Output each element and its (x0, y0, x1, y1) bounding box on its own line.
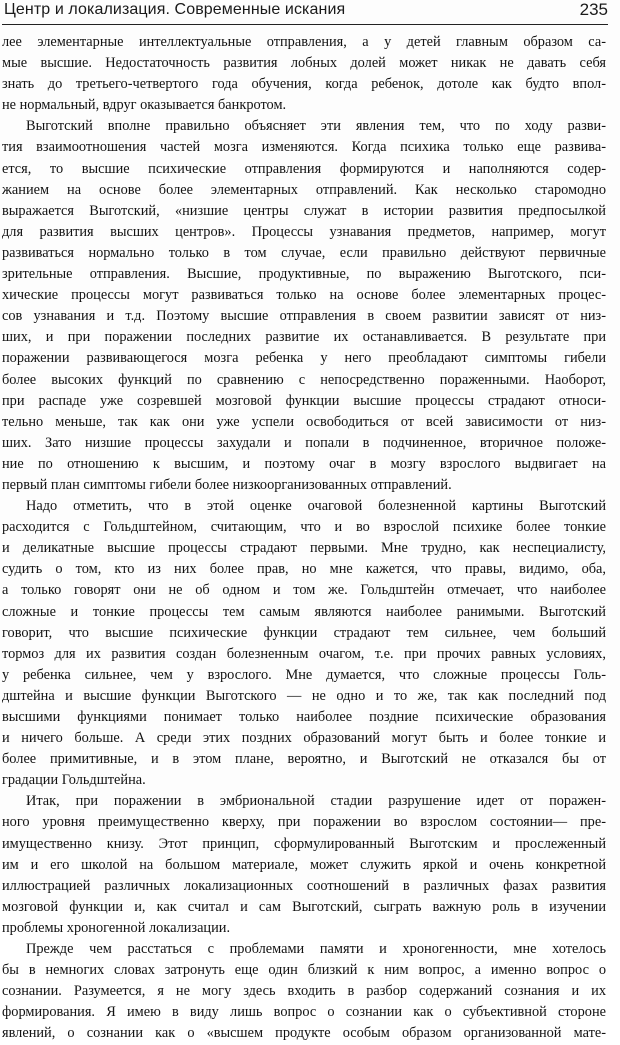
header-rule (2, 24, 608, 25)
text-line: ется, то высшие психические отправления формируются и наполняются содер- (2, 160, 606, 177)
text-line: сложные и тонкие процессы тем самым являются наиболее ранимыми. Выготский (2, 603, 606, 620)
text-line: хические процессы могут развиваться только на основе более элементарных процес- (2, 287, 606, 304)
paragraph (2, 496, 606, 791)
text-line: высшими функциями понимает только наиболее поздние психические образования (2, 709, 606, 725)
text-line: сознании. Разумеется, я не могу здесь входить в разбор содержаний сознания и их (2, 983, 606, 1000)
text-line: зрительные отправления. Высшие, продуктивные, по выражению Выготского, пси- (2, 266, 606, 283)
text-line: Итак, при поражении в эмбриональной стадии разрушение идет от поражен- (26, 793, 606, 810)
text-line: развиваться нормально только в том случае, если правильно действуют первичные (2, 244, 606, 261)
text-line: дштейна и высшие функции Выготского — не одно и то же, так как последний под (2, 687, 606, 704)
text-line: для развития высших центров». Процессы узнавания предметов, например, могут (2, 223, 606, 240)
text-line: Надо отметить, что в этой оценке очаговой болезненной картины Выготский (26, 498, 606, 515)
text-line: ние по отношению к высшим, и поэтому очаг в мозгу взрослого выдвигает на (2, 455, 606, 472)
text-line: жанием на основе более элементарных отправлений. Как несколько старомодно (2, 181, 606, 198)
text-line: тельно меньше, так как они уже успели освободиться от всей зависимости от низ- (2, 413, 606, 430)
text-line: поражении развивающегося мозга ребенка у него преобладают симптомы гибели (2, 350, 606, 367)
text-line: формирования. Я имею в виду лишь вопрос о сознании как о субъективной стороне (2, 1004, 606, 1021)
text-line: первый план симптомы гибели более низкоорганизованных отправлений. (2, 476, 452, 493)
text-line: бы в немногих словах затронуть еще один близкий к ним вопрос, а именно вопрос о (2, 962, 606, 979)
text-line: а только говорят они не об одном и том же. Гольдштейн отмечает, что наиболее (2, 582, 606, 599)
text-line: имущественно книзу. Этот принцип, сформулированный Выготским и прослеженный (2, 835, 606, 852)
text-line: более высоких функций по сравнению с непосредственно пораженными. Наоборот, (2, 371, 606, 388)
text-line: тормоз для их развития создан болезненным очагом, т.е. при прочих равных условиях, (2, 645, 606, 662)
text-line: у ребенка сильнее, чем у взрослого. Мне думается, что сложные процессы Голь- (2, 666, 606, 683)
text-line: Выготский вполне правильно объясняет эти явления тем, что по ходу разви- (26, 118, 606, 135)
text-line: ного уровня преимущественно кверху, при поражении во взрослом состоянии— пре- (2, 814, 606, 831)
text-line: лее элементарные интеллектуальные отправления, а у детей главным образом са- (2, 34, 606, 50)
paragraph (2, 116, 606, 496)
paragraph (2, 939, 606, 1044)
running-head: Центр и локализация. Современные искания (4, 1, 346, 18)
text-line: ших. Зато низшие процессы захудали и попали в подчиненное, вторичное положе- (2, 434, 606, 451)
body-text (2, 32, 606, 1045)
text-line: и деликатные высшие процессы страдают первыми. Мне трудно, как неспециалисту, (2, 540, 606, 557)
text-line: явлений, о сознании как о «высшем продукте особым образом организованной мате- (2, 1025, 606, 1042)
text-line: проблемы хроногенной локализации. (2, 919, 231, 936)
text-line: мые высшие. Недостаточность развития лобных долей может никак не давать себя (2, 55, 606, 72)
text-line: при распаде уже созревшей мозговой функции высшие процессы страдают относи- (2, 392, 606, 409)
text-line: им и его школой на большом материале, может служить яркой и очень конкретной (2, 856, 606, 873)
text-line: выражается Выготский, «низшие центры служат в истории развития предпосылкой (2, 202, 606, 219)
page-header (0, 0, 620, 26)
paragraph (2, 791, 606, 939)
text-line: не нормальный, вдруг оказывается банкротом. (2, 97, 287, 114)
text-line: судить о том, кто из них более прав, но мне кажется, что правы, видимо, оба, (2, 561, 606, 578)
text-line: расходится с Гольдштейном, считающим, что и во взрослой психике более тонкие (2, 519, 606, 536)
text-line: более примитивные, и в этом плане, вероятно, и Выготский не отказался бы от (2, 751, 606, 768)
text-line: Прежде чем расстаться с проблемами памяти и хроногенности, мне хотелось (26, 941, 606, 958)
paragraph (2, 32, 606, 116)
text-line: градации Гольдштейна. (2, 772, 146, 789)
text-line: иллюстрацией различных локализационных соотношений в различных фазах развития (2, 877, 606, 894)
text-line: знать до третьего-четвертого года обучения, когда ребенок, дотоле как будто впол- (2, 76, 606, 93)
text-line: тия взаимоотношения частей мозга изменяются. Когда психика только еще развива- (2, 139, 606, 156)
text-line: и ничего больше. А среди этих поздних образований могут быть и более тонкие и (2, 730, 606, 747)
page-number: 235 (579, 0, 608, 19)
text-line: сов узнавания и т.д. Поэтому высшие отправления в своем развитии зависят от низ- (2, 308, 606, 325)
text-line: мозговой функции и, как считал и сам Выготский, сыграть важную роль в изучении (2, 898, 606, 915)
text-line: ших, и при поражении последних развитие их останавливается. В результате при (2, 329, 606, 346)
text-line: говорит, что высшие психические функции страдают тем сильнее, чем больший (2, 624, 606, 641)
